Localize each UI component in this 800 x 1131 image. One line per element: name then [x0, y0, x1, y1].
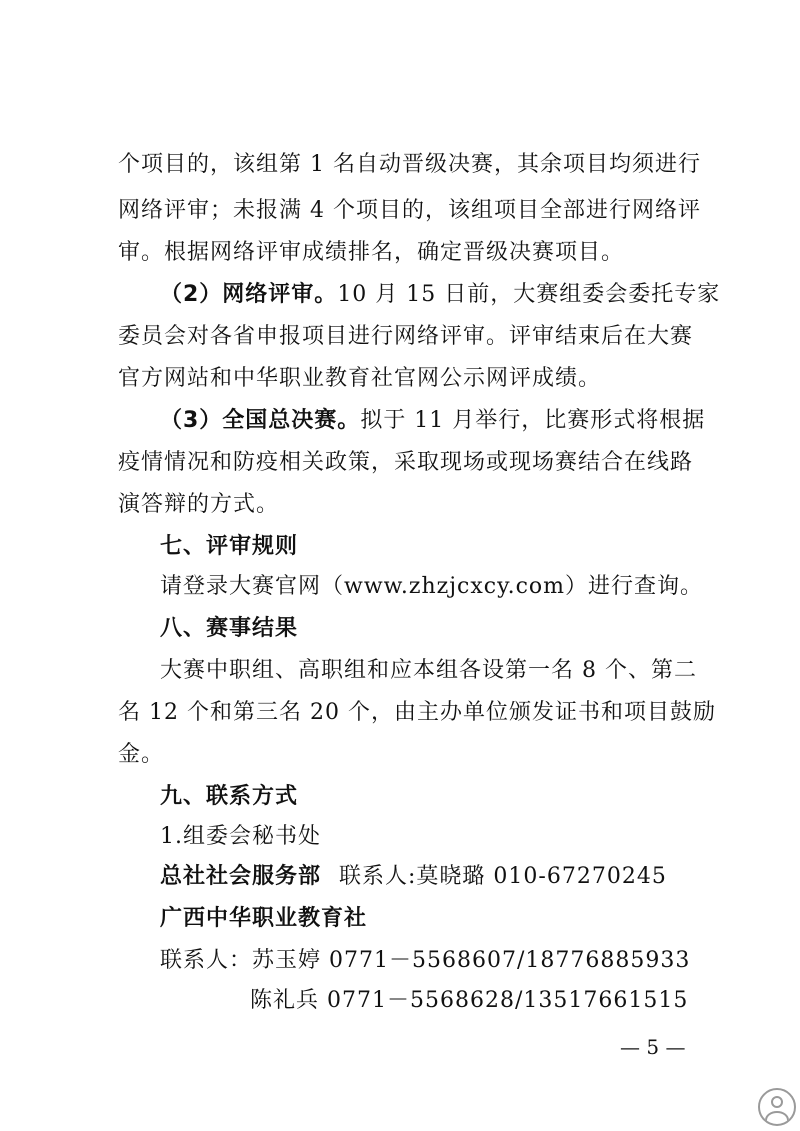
paragraph-line: 疫情情况和防疫相关政策，采取现场或现场赛结合在线路 — [118, 450, 694, 475]
item-2-line — [160, 280, 720, 310]
section-9-subheading: 1.组委会秘书处 — [160, 824, 321, 849]
avatar-head-shape — [771, 1096, 783, 1108]
paragraph-line: 官方网站和中华职业教育社官网公示网评成绩。 — [118, 366, 602, 391]
item-2-text: 10 月 15 日前，大赛组委会委托专家 — [337, 282, 721, 307]
paragraph-line: 审。根据网络评审成绩排名，确定晋级决赛项目。 — [118, 240, 625, 265]
section-9-heading: 九、联系方式 — [160, 784, 299, 809]
paragraph-line: 委员会对各省申报项目进行网络评审。评审结束后在大赛 — [118, 324, 694, 349]
section-7-heading: 七、评审规则 — [160, 534, 299, 559]
page-number: — 5 — — [620, 1035, 686, 1059]
paragraph-line: 金。 — [118, 742, 165, 767]
paragraph-line: 大赛中职组、高职组和应本组各设第一名 8 个、第二 — [160, 658, 697, 683]
user-avatar-icon[interactable] — [758, 1088, 796, 1126]
paragraph-line: 个项目的，该组第 1 名自动晋级决赛，其余项目均须进行 — [118, 152, 701, 177]
item-2-title: （2）网络评审。 — [160, 282, 338, 307]
paragraph-line: 名 12 个和第三名 20 个，由主办单位颁发证书和项目鼓励 — [118, 700, 716, 725]
item-3-title: （3）全国总决赛。 — [160, 408, 361, 433]
department-name: 总社社会服务部 — [160, 864, 322, 889]
item-3-line — [160, 406, 705, 436]
organization-name: 广西中华职业教育社 — [160, 906, 368, 931]
contact-person-1: 联系人：苏玉婷 0771－5568607/18776885933 — [160, 948, 691, 973]
section-7-text: 请登录大赛官网（www.zhzjcxcy.com）进行查询。 — [160, 574, 704, 599]
department-contact-line — [160, 862, 667, 892]
avatar-shoulders-shape — [765, 1111, 789, 1126]
section-8-heading: 八、赛事结果 — [160, 616, 299, 641]
item-3-text: 拟于 11 月举行，比赛形式将根据 — [360, 408, 706, 433]
department-contact: 联系人:莫晓璐 010-67270245 — [339, 864, 667, 889]
paragraph-line: 演答辩的方式。 — [118, 492, 280, 517]
paragraph-line: 网络评审；未报满 4 个项目的，该组项目全部进行网络评 — [118, 198, 701, 223]
contact-person-2: 陈礼兵 0771－5568628/13517661515 — [250, 988, 689, 1013]
